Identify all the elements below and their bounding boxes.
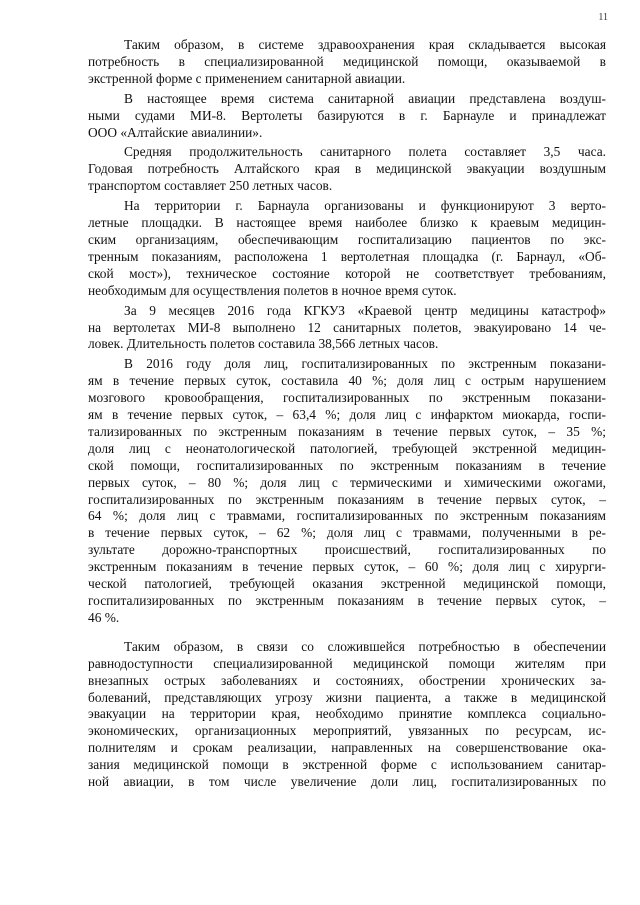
text-line: В 2016 году доля лиц, госпитализированных по экстренным показани-: [124, 356, 606, 372]
page-number: 11: [598, 12, 608, 23]
text-line: 64 %; доля лиц с травмами, госпитализированных по экстренным показаниям: [88, 508, 606, 524]
text-line: мозгового кровообращения, госпитализированных по экстренным показани-: [88, 390, 606, 406]
text-line: ными судами МИ-8. Вертолеты базируются в г. Барнауле и принадлежат: [88, 107, 606, 123]
text-line: зультате дорожно-транспортных происшествий, госпитализированных по: [88, 542, 606, 558]
text-line: ским организациям, обеспечивающим госпитализацию пациентов по экс-: [88, 231, 606, 247]
text-line: ловек. Длительность полетов составила 38,566 летных часов.: [88, 336, 439, 352]
text-line: необходимым для осуществления полетов в ночное время суток.: [88, 282, 457, 298]
text-line: эвакуации на территории края, необходимо принятие комплекса социально-: [88, 706, 606, 722]
text-line: экстренной форме с применением санитарной авиации.: [88, 70, 406, 86]
text-line: Годовая потребность Алтайского края в медицинской эвакуации воздушным: [88, 161, 606, 177]
paragraph: [88, 303, 606, 354]
text-line: болеваний, представляющих угрозу жизни пациента, а также в медицинской: [88, 689, 606, 705]
text-line: За 9 месяцев 2016 года КГКУЗ «Краевой центр медицины катастроф»: [124, 302, 606, 318]
text-line: ской помощи, госпитализированных по экстренным показаниям в течение: [88, 457, 606, 473]
text-line: доля лиц с неонатологической патологией, требующей экстренной медицин-: [88, 440, 606, 456]
text-line: экстренным показаниям в течение первых суток, – 60 %; доля лиц с хирурги-: [88, 559, 606, 575]
text-line: ям в течение первых суток, – 63,4 %; доля лиц с инфарктом миокарда, госпи-: [88, 407, 606, 423]
document-body: [88, 37, 606, 791]
text-line: первых суток, – 80 %; доля лиц с термическими и химическими ожогами,: [88, 474, 606, 490]
text-line: ям в течение первых суток, составила 40 %; доля лиц с острым нарушением: [88, 373, 606, 389]
text-line: На территории г. Барнаула организованы и функционируют 3 верто-: [124, 198, 606, 214]
text-line: Таким образом, в связи со сложившейся потребностью в обеспечении: [124, 638, 606, 654]
text-line: тализированных по экстренным показаниям в течение первых суток, – 35 %;: [88, 423, 606, 439]
text-line: ООО «Алтайские авиалинии».: [88, 124, 263, 140]
text-line: летные площадки. В настоящее время наиболее близко к краевым медицин-: [88, 215, 606, 231]
paragraph: [88, 91, 606, 142]
paragraph: [88, 639, 606, 791]
text-line: госпитализированных по экстренным показаниям в течение первых суток, –: [88, 593, 606, 608]
text-line: экономических, организационных мероприятий, увязанных по ресурсам, ис-: [88, 723, 606, 739]
text-line: зания медицинской помощи в экстренной форме с использованием санитар-: [88, 757, 606, 773]
text-line: ческой патологией, требующей оказания экстренной медицинской помощи,: [88, 576, 606, 592]
text-line: в течение первых суток, – 62 %; доля лиц с травмами, полученными в ре-: [88, 525, 606, 541]
paragraph: [88, 144, 606, 195]
text-line: внезапных острых заболеваниях и состояниях, обострении хронических за-: [88, 672, 606, 688]
text-line: полнителям и срокам реализации, направленных на совершенствование ока-: [88, 740, 606, 756]
text-line: госпитализированных по экстренным показаниям в течение первых суток, –: [88, 491, 606, 507]
text-line: равнодоступности специализированной медицинской помощи жителям при: [88, 655, 606, 671]
text-line: В настоящее время система санитарной авиации представлена воздуш-: [124, 90, 606, 106]
text-line: на вертолетах МИ-8 выполнено 12 санитарных полетов, эвакуировано 14 че-: [88, 319, 606, 335]
text-line: 46 %.: [88, 609, 120, 625]
paragraph: [88, 356, 606, 627]
paragraph: [88, 37, 606, 88]
text-line: ной авиации, в том числе увеличение доли лиц, госпитализированных по: [88, 774, 606, 790]
paragraph: [88, 198, 606, 299]
text-line: тренным показаниям, расположена 1 вертолетная площадка (г. Барнаул, «Об-: [88, 248, 606, 264]
text-line: Таким образом, в системе здравоохранения края складывается высокая: [124, 37, 606, 52]
text-line: потребность в специализированной медицинской помощи, оказываемой в: [88, 53, 606, 69]
text-line: Средняя продолжительность санитарного полета составляет 3,5 часа.: [124, 144, 606, 160]
text-line: транспортом составляет 250 летных часов.: [88, 178, 333, 194]
text-line: ской мост»), техническое состояние которой не соответствует требованиям,: [88, 265, 606, 281]
